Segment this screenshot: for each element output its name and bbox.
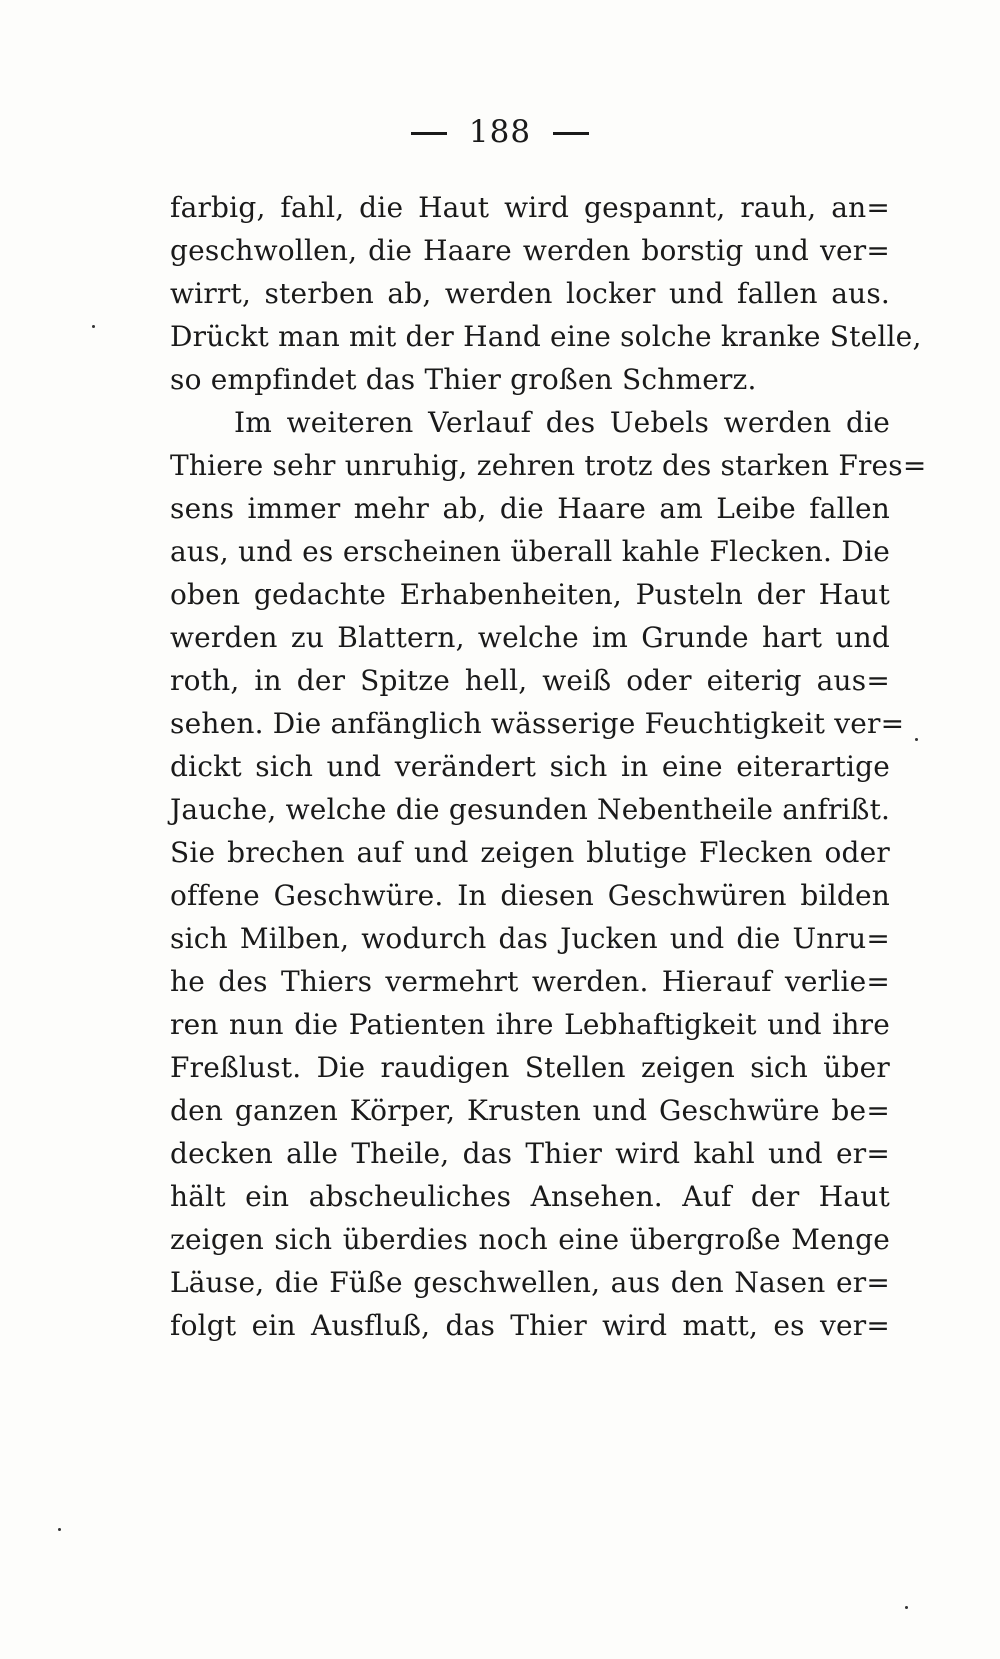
text-line: ren nun die Patienten ihre Lebhaftigkeit und ihre [170, 1008, 890, 1041]
text-line: oben gedachte Erhabenheiten, Pusteln der Haut [170, 578, 890, 611]
paper-speck [58, 1528, 61, 1531]
text-line: roth, in der Spitze hell, weiß oder eiterig aus= [170, 664, 890, 697]
body-text [170, 186, 927, 1347]
text-line: zeigen sich überdies noch eine übergroße Menge [170, 1223, 890, 1256]
text-line: offene Geschwüre. In diesen Geschwüren bilden [170, 879, 890, 912]
paper-speck [92, 325, 95, 328]
text-line: sehen. Die anfänglich wässerige Feuchtigkeit ver= [170, 707, 905, 740]
text-line: folgt ein Ausfluß, das Thier wird matt, es ver= [170, 1309, 890, 1342]
text-line: he des Thiers vermehrt werden. Hierauf verlie= [170, 965, 890, 998]
page-number: 188 [468, 114, 532, 150]
text-line: sich Milben, wodurch das Jucken und die Unru= [170, 922, 890, 955]
page-header [0, 112, 1000, 152]
text-line: wirrt, sterben ab, werden locker und fallen aus. [170, 277, 890, 310]
text-line: so empfindet das Thier großen Schmerz. [170, 363, 757, 396]
text-line: hält ein abscheuliches Ansehen. Auf der Haut [170, 1180, 890, 1213]
text-line: Thiere sehr unruhig, zehren trotz des starken Fres= [170, 449, 927, 482]
text-line: Drückt man mit der Hand eine solche kranke Stelle, [170, 320, 922, 353]
text-line: Läuse, die Füße geschwellen, aus den Nasen er= [170, 1266, 890, 1299]
text-line: decken alle Theile, das Thier wird kahl und er= [170, 1137, 890, 1170]
text-line: Freßlust. Die raudigen Stellen zeigen sich über [170, 1051, 890, 1084]
text-line: werden zu Blattern, welche im Grunde hart und [170, 621, 890, 654]
paper-speck [905, 1606, 908, 1609]
right-dash [553, 132, 589, 135]
text-line: Im weiteren Verlauf des Uebels werden die [234, 406, 890, 439]
left-dash [411, 132, 447, 135]
text-line: sens immer mehr ab, die Haare am Leibe fallen [170, 492, 890, 525]
text-line: Sie brechen auf und zeigen blutige Flecken oder [170, 836, 890, 869]
text-line: den ganzen Körper, Krusten und Geschwüre be= [170, 1094, 890, 1127]
text-line: geschwollen, die Haare werden borstig und ver= [170, 234, 890, 267]
text-line: aus, und es erscheinen überall kahle Flecken. Die [170, 535, 890, 568]
text-line: dickt sich und verändert sich in eine eiterartige [170, 750, 890, 783]
text-line: Jauche, welche die gesunden Nebentheile anfrißt. [170, 793, 891, 826]
text-line: farbig, fahl, die Haut wird gespannt, rauh, an= [170, 191, 890, 224]
paper-speck [915, 738, 918, 741]
